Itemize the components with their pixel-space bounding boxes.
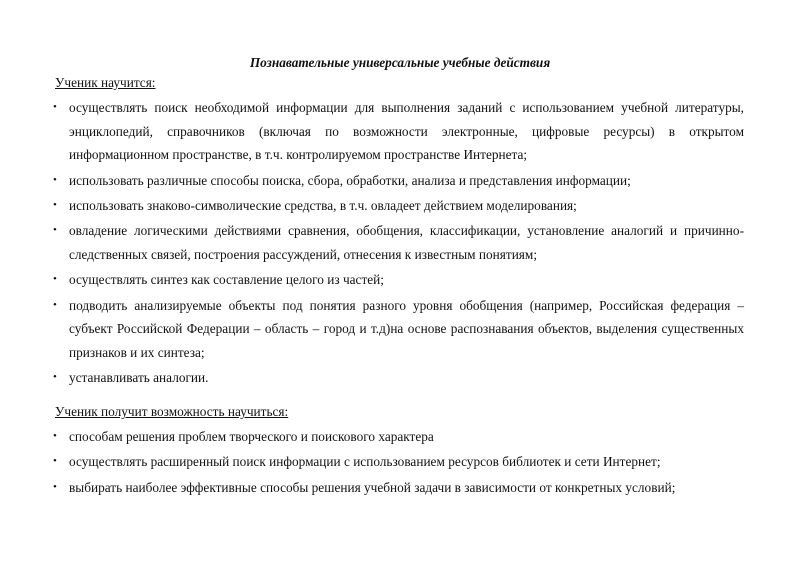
list-item-text: осуществлять расширенный поиск информации с использованием ресурсов библиотек и сети Интернет; [69,454,661,470]
document-title: Познавательные универсальные учебные действия [249,55,551,70]
list-item [52,450,744,474]
list-item-text: использовать знаково-символические средства, в т.ч. овладеет действием моделирования; [69,198,577,213]
list-item [52,169,744,193]
bullet-icon: • [53,298,57,311]
bullet-icon: • [53,430,57,442]
bullet-icon: • [53,371,57,384]
bullet-icon: • [53,273,57,286]
list-item-text: овладение логическими действиями сравнения, обобщения, классификации, установление аналогий и причинно-следственных связей, построения рассуждений, отнесения к известным понятиям; [69,223,744,262]
may-learn-list [52,425,744,501]
list-item [52,268,744,292]
list-item-text: осуществлять синтез как составление целого из частей; [69,272,384,288]
list-item-text: способам решения проблем творческого и поискового характера [69,429,434,444]
bullet-icon: • [53,199,57,211]
section-heading-may-learn: Ученик получит возможность научиться: [55,404,289,419]
bullet-icon: • [53,173,57,186]
list-item [52,219,744,266]
bullet-icon: • [53,101,57,113]
list-item-text: использовать различные способы поиска, сбора, обработки, анализа и представления информации; [69,172,631,188]
list-item [52,476,744,500]
list-item [52,425,744,449]
list-item-text: подводить анализируемые объекты под понятия разного уровня обобщения (например, Российская федерация – субъект Российской Федерации – область – город и т.д)на основе распознавания объектов, выделения существенных признаков и их синтеза; [69,297,744,360]
bullet-icon: • [53,455,57,468]
bullet-icon: • [53,224,57,237]
list-item [52,294,744,365]
section-heading-will-learn: Ученик научится: [55,75,156,90]
will-learn-list [52,96,744,392]
list-item-text: устанавливать аналогии. [69,370,209,386]
list-item-text: осуществлять поиск необходимой информации для выполнения заданий с использованием учебной литературы, энциклопедий, справочников (включая по возможности электронные, цифровые ресурсы) в открытом информационном пространстве, в т.ч. контролируемом пространстве Интернета; [69,100,744,163]
list-item [52,194,744,218]
list-item [52,366,744,390]
list-item-text: выбирать наиболее эффективные способы решения учебной задачи в зависимости от конкретных условий; [69,479,676,495]
list-item [52,96,744,167]
bullet-icon: • [53,480,57,493]
